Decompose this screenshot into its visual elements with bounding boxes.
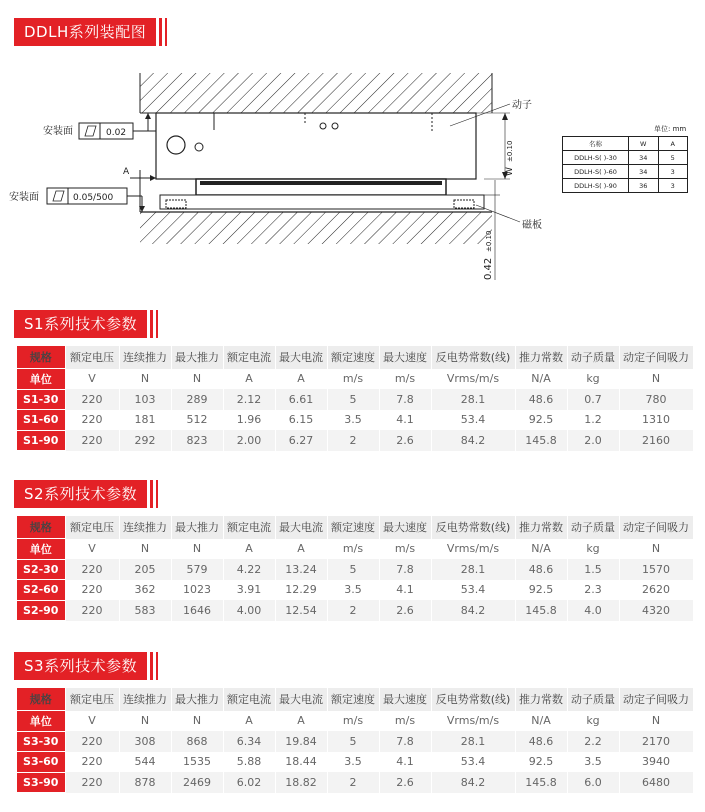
model-cell: DDLH-S( )-90: [563, 179, 629, 193]
table-cell: 1570: [619, 559, 693, 580]
row-label-cell: 规格: [17, 688, 65, 711]
table-cell: V: [65, 539, 119, 560]
table-cell: 连续推力: [119, 516, 171, 539]
spec-table: [17, 516, 694, 621]
table-cell: Vrms/m/s: [431, 711, 515, 732]
table-cell: 3.91: [223, 580, 275, 601]
dim-gap-tolerance: ±0.10: [485, 230, 493, 252]
table-cell: 动子质量: [567, 688, 619, 711]
table-cell: 4.1: [379, 410, 431, 431]
table-cell: 28.1: [431, 389, 515, 410]
value-cell: 34: [629, 151, 659, 165]
table-cell: 181: [119, 410, 171, 431]
title-accent-bar: [156, 480, 158, 508]
table-row: [17, 600, 693, 621]
table-cell: 额定速度: [327, 346, 379, 369]
table-cell: 220: [65, 559, 119, 580]
table-row: [17, 410, 693, 431]
table-cell: 额定电压: [65, 516, 119, 539]
title-accent-bar: [150, 652, 153, 680]
table-cell: 18.82: [275, 772, 327, 793]
table-cell: 512: [171, 410, 223, 431]
table-cell: 145.8: [515, 430, 567, 451]
table-cell: 最大电流: [275, 688, 327, 711]
header-cell: W: [629, 137, 659, 151]
table-cell: N: [171, 711, 223, 732]
magnet-plate-label: 磁板: [522, 220, 542, 231]
title-accent-bar: [156, 652, 158, 680]
table-cell: 7.8: [379, 559, 431, 580]
table-cell: 动定子间吸力: [619, 516, 693, 539]
table-cell: 额定速度: [327, 516, 379, 539]
table-cell: 最大推力: [171, 516, 223, 539]
table-cell: 1310: [619, 410, 693, 431]
table-cell: 5: [327, 731, 379, 752]
table-cell: Vrms/m/s: [431, 539, 515, 560]
table-cell: 2.12: [223, 389, 275, 410]
table-cell: 动子质量: [567, 516, 619, 539]
table-cell: 额定电流: [223, 516, 275, 539]
table-cell: 7.8: [379, 389, 431, 410]
table-cell: 92.5: [515, 580, 567, 601]
title-accent-bar: [150, 480, 153, 508]
table-cell: 4320: [619, 600, 693, 621]
table-cell: 6.27: [275, 430, 327, 451]
table-cell: 878: [119, 772, 171, 793]
row-label-cell: 单位: [17, 711, 65, 732]
table-row: [17, 731, 693, 752]
table-cell: 3.5: [327, 752, 379, 773]
table-cell: 最大推力: [171, 346, 223, 369]
table-cell: 3.5: [327, 580, 379, 601]
table-header-row: [17, 346, 693, 369]
table-cell: kg: [567, 369, 619, 390]
table-cell: 28.1: [431, 731, 515, 752]
table-unit-row: [17, 369, 693, 390]
table-cell: N: [171, 539, 223, 560]
table-cell: m/s: [379, 369, 431, 390]
header-cell: A: [658, 137, 688, 151]
table-cell: 13.24: [275, 559, 327, 580]
table-cell: 19.84: [275, 731, 327, 752]
table-cell: 53.4: [431, 410, 515, 431]
table-cell: 12.29: [275, 580, 327, 601]
table-cell: 1023: [171, 580, 223, 601]
table-cell: 84.2: [431, 772, 515, 793]
table-cell: 推力常数: [515, 688, 567, 711]
table-cell: 0.7: [567, 389, 619, 410]
table-cell: N: [119, 369, 171, 390]
table-cell: V: [65, 711, 119, 732]
table-cell: 最大电流: [275, 346, 327, 369]
table-cell: N: [119, 539, 171, 560]
spec-table: [17, 346, 694, 451]
table-cell: 84.2: [431, 430, 515, 451]
table-cell: N/A: [515, 539, 567, 560]
table-cell: m/s: [379, 711, 431, 732]
table-cell: 308: [119, 731, 171, 752]
table-cell: 4.00: [223, 600, 275, 621]
table-cell: 额定速度: [327, 688, 379, 711]
table-cell: 最大推力: [171, 688, 223, 711]
dim-a-label: A: [123, 167, 130, 177]
table-cell: 28.1: [431, 559, 515, 580]
series-section-header: [14, 310, 158, 338]
table-cell: A: [223, 369, 275, 390]
table-cell: 6.15: [275, 410, 327, 431]
table-cell: 连续推力: [119, 688, 171, 711]
table-cell: 868: [171, 731, 223, 752]
table-cell: 6.34: [223, 731, 275, 752]
table-cell: 2.6: [379, 600, 431, 621]
model-cell: DDLH-S( )-60: [563, 165, 629, 179]
table-cell: m/s: [327, 539, 379, 560]
table-cell: A: [275, 539, 327, 560]
table-cell: 1535: [171, 752, 223, 773]
table-cell: 3.5: [567, 752, 619, 773]
table-cell: 反电势常数(线): [431, 688, 515, 711]
mover-block: [156, 113, 476, 179]
table-cell: 3.5: [327, 410, 379, 431]
table-cell: 2: [327, 600, 379, 621]
flatness-tolerance: 0.02: [106, 128, 127, 138]
table-cell: 220: [65, 580, 119, 601]
row-label-cell: S2-90: [17, 600, 65, 621]
table-header-row: [17, 516, 693, 539]
row-label-cell: S3-90: [17, 772, 65, 793]
table-cell: 7.8: [379, 731, 431, 752]
table-cell: 反电势常数(线): [431, 346, 515, 369]
value-cell: 3: [658, 165, 688, 179]
upper-mount-hatch: [140, 73, 492, 113]
table-cell: N: [171, 369, 223, 390]
table-cell: 6.02: [223, 772, 275, 793]
dim-gap-label: 0.42: [483, 257, 494, 280]
table-cell: 53.4: [431, 580, 515, 601]
table-cell: 4.22: [223, 559, 275, 580]
table-cell: 103: [119, 389, 171, 410]
table-cell: 12.54: [275, 600, 327, 621]
table-cell: 额定电流: [223, 688, 275, 711]
table-cell: A: [223, 539, 275, 560]
table-cell: 220: [65, 430, 119, 451]
table-cell: 连续推力: [119, 346, 171, 369]
table-cell: 推力常数: [515, 516, 567, 539]
table-cell: Vrms/m/s: [431, 369, 515, 390]
table-cell: 1.5: [567, 559, 619, 580]
table-cell: 2170: [619, 731, 693, 752]
table-cell: N/A: [515, 369, 567, 390]
series-title: S2系列技术参数: [14, 480, 147, 508]
row-label-cell: S1-30: [17, 389, 65, 410]
table-cell: 92.5: [515, 410, 567, 431]
table-cell: 5.88: [223, 752, 275, 773]
table-cell: 780: [619, 389, 693, 410]
title-accent-bar: [165, 18, 167, 46]
table-cell: 220: [65, 410, 119, 431]
table-cell: N/A: [515, 711, 567, 732]
row-label-cell: 单位: [17, 369, 65, 390]
table-cell: 362: [119, 580, 171, 601]
spec-table: [17, 688, 694, 793]
row-label-cell: S2-60: [17, 580, 65, 601]
table-cell: N: [619, 539, 693, 560]
table-cell: 2160: [619, 430, 693, 451]
title-accent-bar: [156, 310, 158, 338]
table-cell: 2: [327, 430, 379, 451]
table-cell: 2: [327, 772, 379, 793]
header-cell: 名称: [563, 137, 629, 151]
table-cell: 220: [65, 752, 119, 773]
table-cell: 48.6: [515, 731, 567, 752]
table-cell: A: [275, 369, 327, 390]
value-cell: 34: [629, 165, 659, 179]
table-unit-row: [17, 711, 693, 732]
row-label-cell: 规格: [17, 346, 65, 369]
table-cell: 1.96: [223, 410, 275, 431]
table-cell: 额定电压: [65, 688, 119, 711]
table-row: [17, 430, 693, 451]
table-cell: 289: [171, 389, 223, 410]
row-label-cell: S1-60: [17, 410, 65, 431]
row-label-cell: S1-90: [17, 430, 65, 451]
table-cell: 3940: [619, 752, 693, 773]
table-cell: N: [619, 711, 693, 732]
table-cell: 推力常数: [515, 346, 567, 369]
table-cell: m/s: [327, 711, 379, 732]
table-cell: 5: [327, 389, 379, 410]
table-header-row: [17, 688, 693, 711]
table-cell: 2.6: [379, 772, 431, 793]
model-cell: DDLH-S( )-30: [563, 151, 629, 165]
table-cell: 220: [65, 389, 119, 410]
table-cell: 220: [65, 772, 119, 793]
table-cell: 2.3: [567, 580, 619, 601]
table-cell: 544: [119, 752, 171, 773]
table-cell: 最大电流: [275, 516, 327, 539]
table-cell: 5: [327, 559, 379, 580]
table-cell: 额定电流: [223, 346, 275, 369]
table-cell: kg: [567, 711, 619, 732]
mounting-face-label: 安装面: [43, 126, 73, 137]
dim-w-tolerance: ±0.10: [506, 140, 514, 162]
table-cell: 292: [119, 430, 171, 451]
dimension-table-row: [563, 179, 688, 193]
table-cell: 583: [119, 600, 171, 621]
table-cell: 最大速度: [379, 516, 431, 539]
title-accent-bar: [150, 310, 153, 338]
table-cell: 2.2: [567, 731, 619, 752]
table-cell: m/s: [327, 369, 379, 390]
table-cell: 动定子间吸力: [619, 688, 693, 711]
series-title: S1系列技术参数: [14, 310, 147, 338]
table-cell: 2.00: [223, 430, 275, 451]
row-label-cell: S3-30: [17, 731, 65, 752]
table-cell: 额定电压: [65, 346, 119, 369]
table-row: [17, 772, 693, 793]
dimension-table-row: [563, 165, 688, 179]
table-cell: kg: [567, 539, 619, 560]
table-cell: 2620: [619, 580, 693, 601]
table-cell: 84.2: [431, 600, 515, 621]
table-cell: N: [619, 369, 693, 390]
unit-note: 单位: mm: [654, 125, 687, 133]
table-cell: 2.6: [379, 430, 431, 451]
table-cell: 1646: [171, 600, 223, 621]
table-unit-row: [17, 539, 693, 560]
series-section-header: [14, 480, 158, 508]
series-section-header: [14, 652, 158, 680]
table-cell: 2.0: [567, 430, 619, 451]
table-cell: 6.61: [275, 389, 327, 410]
row-label-cell: S3-60: [17, 752, 65, 773]
dimension-table: [562, 136, 688, 193]
table-cell: 823: [171, 430, 223, 451]
table-cell: 6.0: [567, 772, 619, 793]
table-row: [17, 752, 693, 773]
table-cell: 4.0: [567, 600, 619, 621]
table-cell: 145.8: [515, 600, 567, 621]
table-cell: 48.6: [515, 559, 567, 580]
table-cell: 1.2: [567, 410, 619, 431]
table-cell: N: [119, 711, 171, 732]
table-cell: 48.6: [515, 389, 567, 410]
mounting-face-label: 安装面: [9, 192, 39, 203]
table-cell: 2469: [171, 772, 223, 793]
table-cell: 205: [119, 559, 171, 580]
dimension-table-header: [563, 137, 688, 151]
row-label-cell: 单位: [17, 539, 65, 560]
dimension-table-row: [563, 151, 688, 165]
table-cell: 4.1: [379, 580, 431, 601]
value-cell: 3: [658, 179, 688, 193]
table-cell: 最大速度: [379, 688, 431, 711]
parallelism-tolerance: 0.05/500: [73, 193, 114, 203]
assembly-section-header: [14, 18, 167, 46]
table-cell: 最大速度: [379, 346, 431, 369]
assembly-title: DDLH系列装配图: [14, 18, 156, 46]
mover-label: 动子: [512, 100, 532, 111]
value-cell: 5: [658, 151, 688, 165]
table-cell: m/s: [379, 539, 431, 560]
table-cell: 4.1: [379, 752, 431, 773]
table-cell: A: [275, 711, 327, 732]
table-cell: 579: [171, 559, 223, 580]
table-cell: 220: [65, 600, 119, 621]
table-cell: 反电势常数(线): [431, 516, 515, 539]
series-title: S3系列技术参数: [14, 652, 147, 680]
table-cell: 145.8: [515, 772, 567, 793]
table-cell: 6480: [619, 772, 693, 793]
table-cell: V: [65, 369, 119, 390]
table-cell: 18.44: [275, 752, 327, 773]
table-cell: 53.4: [431, 752, 515, 773]
table-cell: 动定子间吸力: [619, 346, 693, 369]
title-accent-bar: [159, 18, 162, 46]
row-label-cell: 规格: [17, 516, 65, 539]
value-cell: 36: [629, 179, 659, 193]
dim-w-label: W: [505, 167, 515, 176]
row-label-cell: S2-30: [17, 559, 65, 580]
table-cell: 92.5: [515, 752, 567, 773]
table-cell: A: [223, 711, 275, 732]
table-row: [17, 559, 693, 580]
table-cell: 动子质量: [567, 346, 619, 369]
table-row: [17, 580, 693, 601]
table-row: [17, 389, 693, 410]
table-cell: 220: [65, 731, 119, 752]
